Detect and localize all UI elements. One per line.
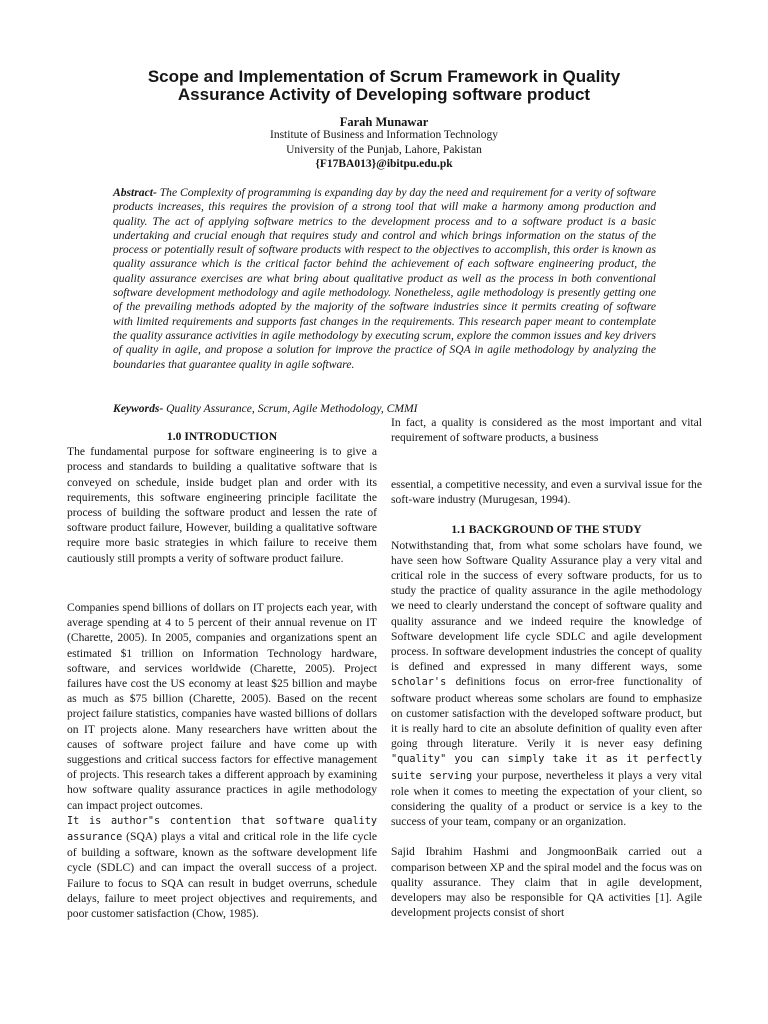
keywords-label: Keywords- (113, 402, 164, 415)
right-column-body (391, 477, 702, 920)
author-name: Farah Munawar (339, 115, 429, 129)
background-text-b: definitions focus on error-free functionality of software product whereas some scholars are found to emphasize on customer satisfaction with the developed software product, but it is really hard to cite an absolute definition of quality even after going through literature. Verily it is never easy defining (391, 675, 702, 751)
abstract-text: The Complexity of programming is expanding day by day the need and requirement for a verity of software products increases, this requires the provision of a strong tool that will make a harmony among production and quality. The act of applying software metrics to the development process and to a software product is a basic undertaking and crucial enough that requires study and control and which brings information on the status of the process or potentially result of software products with respect to the objectives to accomplish, this order is known as quality assurance which is the critical factor behind the achievement of each software engineering product, the quality assurance exercises are what bring about qualitative product as well as the process in both conventional software development methodology and agile methodology. Nonetheless, agile methodology is presently getting one of the prevailing methods adopted by the majority of the software industries since it permits creating of software with limited requirements and supports fast changes in the requirements. This research paper meant to contemplate the quality assurance activities in agile methodology by executing scrum, explore the common issues and key drivers of quality in agile, and propose a solution for improve the practice of SQA in agile methodology by analyzing the boundaries that guarantee quality in agile software. (113, 186, 656, 371)
affiliation-institute: Institute of Business and Information Technology (270, 129, 498, 141)
abstract-label: Abstract- (113, 186, 157, 199)
intro-paragraph-1: The fundamental purpose for software engineering is to give a process and standards to building a qualitative software that is conveyed on schedule, inside budget plan and order with its requirements, this software engineering principle facilitate the process of building the software product and lessen the rate of software product failure, However, building a qualitative software require more basic strategies in which failure to receive them cautiously still prompts a verity of software product failure. (67, 445, 377, 565)
right-paragraph-1: In fact, a quality is considered as the most important and vital requirement of software products, a business (391, 416, 702, 445)
intro-paragraph-3-mono: It is author"s contention that software quality assurance (67, 815, 377, 844)
keywords-text: Quality Assurance, Scrum, Agile Methodology, CMMI (163, 402, 418, 415)
background-mono-2: "quality" you can simply take it as it perfectly suite serving (391, 754, 702, 782)
intro-paragraph-2: Companies spend billions of dollars on IT projects each year, with average spending at 4 to 5 percent of their annual revenue on IT (Charette, 2005). In 2005, companies and organizations spent an estimated $1 trillion on Information Technology hardware, software, and services worldwide (Charette, 2005). Project failures have cost the US economy at least $25 billion and maybe as much as $75 billion (Charette, 2005). Based on the recent project failure statistics, companies have wasted billions of dollars on IT projects alone. Many researchers have written about the causes of software project failure and have come up with suggestions and critical success factors for effective management of projects. This research takes a different approach by examining how software quality assurance practices in agile methodology can impact project outcomes. (67, 601, 377, 812)
intro-paragraph-3 (67, 813, 377, 921)
author-email: {F17BA013}@ibitpu.edu.pk (315, 158, 453, 170)
paper-title-line-1: Scope and Implementation of Scrum Framework in Quality (147, 67, 621, 86)
keywords (113, 402, 513, 416)
background-text-a: Notwithstanding that, from what some scholars have found, we have seen how Software Quality Assurance play a very vital and critical role in the success of every software products, for us to study the practice of quality assurance in the agile methodology we need to clearly understand the concept of software quality and quality assurance and we indeed require the knowledge of Software development life cycle SDLC and agile development process. In software development industries the concept of quality is defined and expressed in many different ways, some (391, 538, 702, 674)
background-paragraph (391, 538, 702, 830)
paper-title-line-2: Assurance Activity of Developing software product (177, 85, 591, 104)
background-text-c: your purpose, nevertheless it plays a very vital role when it comes to meeting the expectation of your client, so considering the quality of a product or service is a key to the success of your team, company or an organization. (391, 768, 702, 829)
background-mono-1: scholar's (391, 677, 447, 689)
right-paragraph-2: essential, a competitive necessity, and even a survival issue for the soft-ware industry (Murugesan, 1994). (391, 478, 702, 507)
right-column-top (391, 415, 702, 445)
left-column-intro (67, 429, 377, 566)
section-heading-background: 1.1 BACKGROUND OF THE STUDY (451, 523, 642, 537)
background-paragraph-2: Sajid Ibrahim Hashmi and JongmoonBaik carried out a comparison between XP and the spiral model and the focus was on quality assurance. They claim that in agile development, developers may also be responsible for QA activities [1]. Agile development projects consist of short (391, 845, 702, 920)
left-column-body (67, 600, 377, 921)
intro-paragraph-3-rest: (SQA) plays a vital and critical role in the life cycle of building a software, known as the software development life cycle (SDLC) and can impact the overall success of a project. Failure to focus to SQA can result in budget overruns, schedule delays, failure to meet project objectives and requirements, and poor customer satisfaction (Chow, 1985). (67, 830, 377, 921)
affiliation-university: University of the Punjab, Lahore, Pakistan (286, 144, 482, 156)
abstract (113, 186, 656, 372)
section-heading-introduction: 1.0 INTRODUCTION (166, 430, 278, 443)
